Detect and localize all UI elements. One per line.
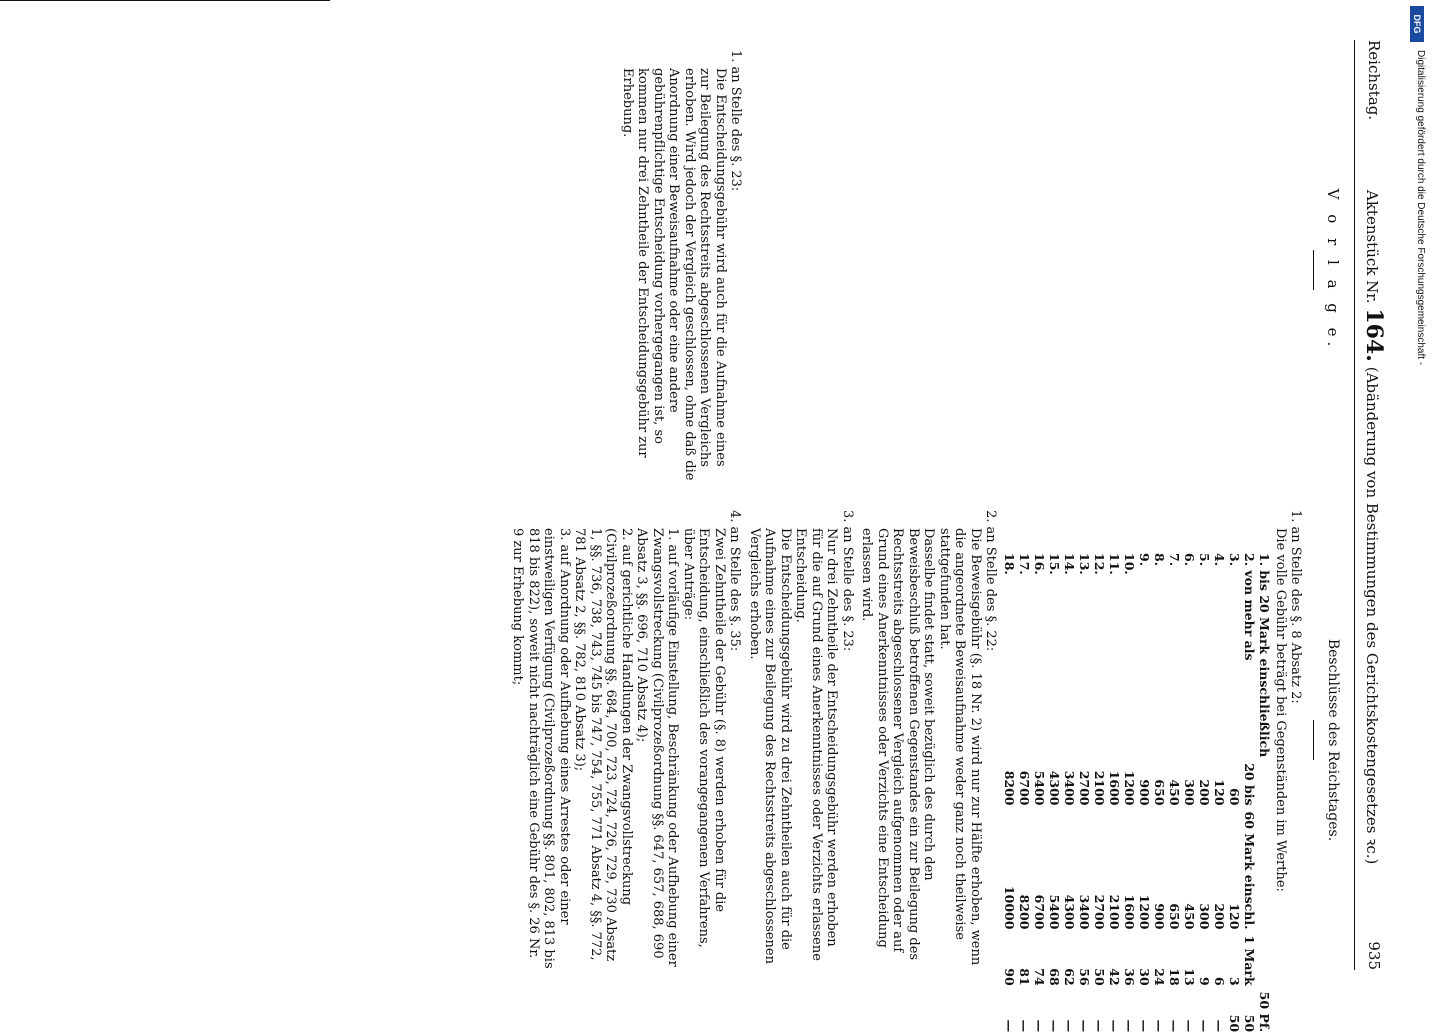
right-heading: Beschlüsse des Reichstages.	[1325, 638, 1341, 842]
fee-cell-from: 8200	[1002, 770, 1018, 806]
fee-cell-n: 4.	[1212, 553, 1228, 567]
item1-title: 1. an Stelle des §. 8 Absatz 2:	[1288, 510, 1304, 704]
fee-cell-pf: —	[1212, 1019, 1228, 1033]
fee-cell-pf: —	[1122, 1019, 1138, 1033]
fee-cell-to: 5400	[1047, 894, 1063, 930]
fee-row	[1243, 550, 1258, 1035]
fee-cell-to: 1600	[1122, 894, 1138, 930]
fee-row	[1168, 550, 1183, 1035]
fee-cell-n: 10.	[1122, 553, 1138, 575]
fee-cell-pf: 50 Pf.	[1257, 991, 1273, 1033]
fee-cell-to: 8200	[1017, 894, 1033, 930]
page-number: 935	[1365, 941, 1383, 970]
fee-cell-fee: 1 Mark	[1242, 935, 1258, 986]
fee-row	[1048, 550, 1063, 1035]
fee-cell-fee: 9	[1197, 976, 1213, 986]
fee-cell-pf: —	[1032, 1019, 1048, 1033]
fee-cell-from: 2700	[1077, 770, 1093, 806]
fee-cell-from: 60	[1227, 788, 1243, 806]
fee-cell-to: 60 Mark einschl.	[1242, 811, 1258, 930]
item3-paragraph-1: Nur drei Zehntheile der Entscheidungsgebühr werden erhoben für die auf Grund eines Anerkenntnisses oder Verzichts erlassene Entscheidung.	[793, 528, 840, 961]
fee-row	[1198, 550, 1213, 1035]
fee-cell-pf: —	[1047, 1019, 1063, 1033]
dfg-logo-text: DFG	[1412, 14, 1422, 34]
fee-cell-fee: 13	[1182, 968, 1198, 986]
fee-cell-n: 15.	[1047, 553, 1063, 575]
item1-intro: Die volle Gebühr beträgt bei Gegenständen im Werthe:	[1273, 528, 1288, 892]
fee-cell-from: 6700	[1017, 770, 1033, 806]
fee-row	[1003, 550, 1018, 1035]
fee-cell-fee: 50	[1092, 968, 1108, 986]
fee-cell-to: 900	[1152, 903, 1168, 930]
fee-cell-pf: —	[1167, 1019, 1183, 1033]
fee-cell-pf: 50	[1242, 1014, 1258, 1033]
digitization-credit: Digitalisierung gefördert durch die Deutsche Forschungsgemeinschaft -	[1415, 50, 1426, 366]
fee-cell-to: 3400	[1077, 894, 1093, 930]
page-header	[1354, 40, 1385, 970]
fee-cell-from: 900	[1137, 779, 1153, 806]
fee-cell-from: 200	[1197, 779, 1213, 806]
fee-cell-pf: —	[1182, 1019, 1198, 1033]
fee-row	[1213, 550, 1228, 1035]
fee-cell-n: 12.	[1092, 553, 1108, 575]
fee-row	[1108, 550, 1123, 1035]
right-column	[510, 510, 1341, 1033]
fee-cell-n: 9.	[1137, 553, 1153, 567]
item3-paragraph-2: Die Entscheidungsgebühr wird zu drei Zehntheilen auch für die Aufnahme eines zur Beilegung des Rechtsstreits abgeschlossenen Vergleichs erhoben.	[747, 528, 793, 964]
fee-cell-pf: —	[1137, 1019, 1153, 1033]
fee-cell-fee: 24	[1152, 968, 1168, 986]
fee-row	[1078, 550, 1093, 1035]
fee-row	[1228, 550, 1243, 1035]
fee-cell-n: 16.	[1032, 553, 1048, 575]
fee-cell-fee: 36	[1122, 968, 1138, 986]
fee-cell-n: 11.	[1107, 553, 1123, 575]
fee-cell-pf: 50	[1227, 1014, 1243, 1033]
item4-subitem-1: 1. auf vorläufige Einstellung, Beschränkung oder Aufhebung einer Zwangsvollstreckung (Civilprozeßordnung §§. 647, 657, 688, 690 Absatz 3, §§. 696, 710 Absatz 4);	[634, 528, 681, 967]
fee-table	[1003, 550, 1273, 1035]
fee-cell-to: 2100	[1107, 894, 1123, 930]
item4-intro: Zwei Zehntheile der Gebühr (§. 8) werden erhoben für die Entscheidung, einschließlich des vorangegangenen Verfahrens, über Anträge:	[681, 528, 727, 948]
fee-row	[1183, 550, 1198, 1035]
fee-cell-pf: —	[1062, 1019, 1078, 1033]
fee-cell-fee: 62	[1062, 968, 1078, 986]
fee-row	[1138, 550, 1153, 1035]
fee-cell-to: 6700	[1032, 894, 1048, 930]
fee-cell-n: 17.	[1017, 553, 1033, 575]
fee-cell-n: 7.	[1167, 553, 1183, 567]
fee-cell-pf: —	[1002, 1019, 1018, 1033]
item4-subitem-2: 2. auf gerichtliche Handlungen der Zwangsvollstreckung (Civilprozeßordnung §§. 684, 700, 723, 724, 726, 729, 730 Absatz 1, §§. 736, 738, 743, 745 bis 747, 754, 755, 771 Absatz 4, §§. 772, 781 Absatz 2, §§. 782, 810 Absatz 3);	[572, 528, 634, 962]
item2-paragraph-2: Dasselbe findet statt, soweit bezüglich des durch den Beweisbeschluß betroffenen Gegenstandes ein zur Beilegung des Rechtsstreits abgeschlossener Vergleich aufgenommen oder auf Grund eines Anerkenntnisses oder Verzichts eine Entscheidung erlassen wird.	[859, 528, 937, 961]
fee-cell-from: 20 bis	[1242, 763, 1258, 806]
fee-cell-to: 650	[1167, 903, 1183, 930]
fee-cell-from: 3400	[1062, 770, 1078, 806]
fee-row	[1153, 550, 1168, 1035]
fee-cell-from	[1258, 760, 1273, 808]
fee-cell-from: 300	[1182, 779, 1198, 806]
fee-cell-fee: 3	[1227, 976, 1243, 986]
left-item-title: 1. an Stelle des §. 23:	[728, 50, 744, 192]
left-item-text: Die Entscheidungsgebühr wird auch für die Aufnahme eines zur Beilegung des Rechtsstreits abgeschlossenen Vergleichs erhoben. Wird jedoch der Vergleich geschlossen, ohne daß die Anordnung einer Beweisaufnahme oder eine andere gebührenpflichtige Entscheidung vorhergegangen ist, so kommen nur drei Zehntheile der Entscheidungsgebühr zur Erhebung.	[620, 68, 728, 481]
fee-cell-from: 1600	[1107, 770, 1123, 806]
fee-cell-to	[1258, 809, 1273, 933]
fee-cell-pf: —	[1077, 1019, 1093, 1033]
fee-row	[1258, 550, 1273, 1035]
heading-rule	[1314, 720, 1315, 760]
left-column	[620, 50, 1341, 490]
fee-cell-n: 18.	[1002, 553, 1018, 575]
fee-cell-n: 1. bis 20 Mark einschließlich	[1257, 553, 1273, 758]
fee-cell-pf: —	[1107, 1019, 1123, 1033]
header-document-number	[1361, 190, 1387, 865]
fee-cell-to: 120	[1227, 903, 1243, 930]
fee-cell-n: 5.	[1197, 553, 1213, 567]
digitization-sidebar	[1402, 0, 1432, 1000]
header-number: 164.	[1361, 308, 1387, 362]
fee-row	[1033, 550, 1048, 1035]
header-middle: (Abänderung von Bestimmungen des Gerichtskostengesetzes ꝛc.)	[1363, 366, 1381, 865]
fee-cell-to: 1200	[1137, 894, 1153, 930]
header-aktenstueck: Aktenstück Nr.	[1363, 190, 1381, 304]
fee-cell-n: 2. von mehr als	[1242, 553, 1258, 661]
item4-subitem-3: 3. auf Anordnung oder Aufhebung eines Arrestes oder einer einstweiligen Verfügung (Civilprozeßordnung §§. 801, 802, 813 bis 818 bis 822), soweit nicht nachträglich eine Gebühr des §. 26 Nr. 9 zur Erhebung kommt;	[510, 528, 572, 969]
item2-paragraph-1: Die Beweisgebühr (§. 18 Nr. 2) wird nur zur Hälfte erhoben, wenn die angeordnete Beweisaufnahme weder ganz noch theilweise stattgefunden hat.	[937, 528, 983, 966]
left-spacer	[744, 50, 1304, 490]
fee-cell-fee: 42	[1107, 968, 1123, 986]
fee-cell-fee: 68	[1047, 968, 1063, 986]
fee-cell-from: 4300	[1047, 770, 1063, 806]
fee-cell-from: 450	[1167, 779, 1183, 806]
fee-cell-to: 200	[1212, 903, 1228, 930]
fee-cell-fee: 56	[1077, 968, 1093, 986]
fee-row	[1063, 550, 1078, 1035]
fee-cell-n: 3.	[1227, 553, 1243, 567]
fee-cell-to: 2700	[1092, 894, 1108, 930]
item3-title: 3. an Stelle des §. 23:	[840, 510, 855, 652]
top-rule	[0, 0, 330, 1]
fee-cell-fee: 30	[1137, 968, 1153, 986]
fee-cell-to: 300	[1197, 903, 1213, 930]
fee-cell-to: 4300	[1062, 894, 1078, 930]
fee-cell-n: 14.	[1062, 553, 1078, 575]
fee-row	[1018, 550, 1033, 1035]
fee-row	[1123, 550, 1138, 1035]
fee-cell-fee: 18	[1167, 968, 1183, 986]
fee-cell-n: 6.	[1182, 553, 1198, 567]
fee-cell-n: 8.	[1152, 553, 1168, 567]
fee-cell-fee: 81	[1017, 968, 1033, 986]
item4-title: 4. an Stelle des §. 35:	[727, 510, 743, 652]
fee-cell-from: 2100	[1092, 770, 1108, 806]
fee-cell-pf: —	[1092, 1019, 1108, 1033]
fee-cell-n: 13.	[1077, 553, 1093, 575]
fee-cell-pf: —	[1197, 1019, 1213, 1033]
fee-cell-from: 1200	[1122, 770, 1138, 806]
document-page	[0, 20, 1410, 1033]
fee-cell-to: 450	[1182, 903, 1198, 930]
header-left: Reichstag.	[1365, 40, 1383, 121]
fee-cell-fee: 6	[1212, 976, 1228, 986]
fee-cell-fee: 90	[1002, 968, 1018, 986]
item2-title: 2. an Stelle des §. 22:	[983, 510, 999, 652]
fee-cell-from: 5400	[1032, 770, 1048, 806]
fee-cell-fee: 74	[1032, 968, 1048, 986]
fee-cell-fee	[1258, 932, 1273, 988]
fee-cell-to: 10000	[1002, 885, 1018, 930]
fee-cell-from: 650	[1152, 779, 1168, 806]
left-heading: V o r l a g e.	[1324, 188, 1342, 352]
fee-cell-pf: —	[1017, 1019, 1033, 1033]
fee-cell-pf: —	[1152, 1019, 1168, 1033]
fee-row	[1093, 550, 1108, 1035]
heading-rule	[1314, 250, 1315, 290]
fee-cell-from: 120	[1212, 779, 1228, 806]
